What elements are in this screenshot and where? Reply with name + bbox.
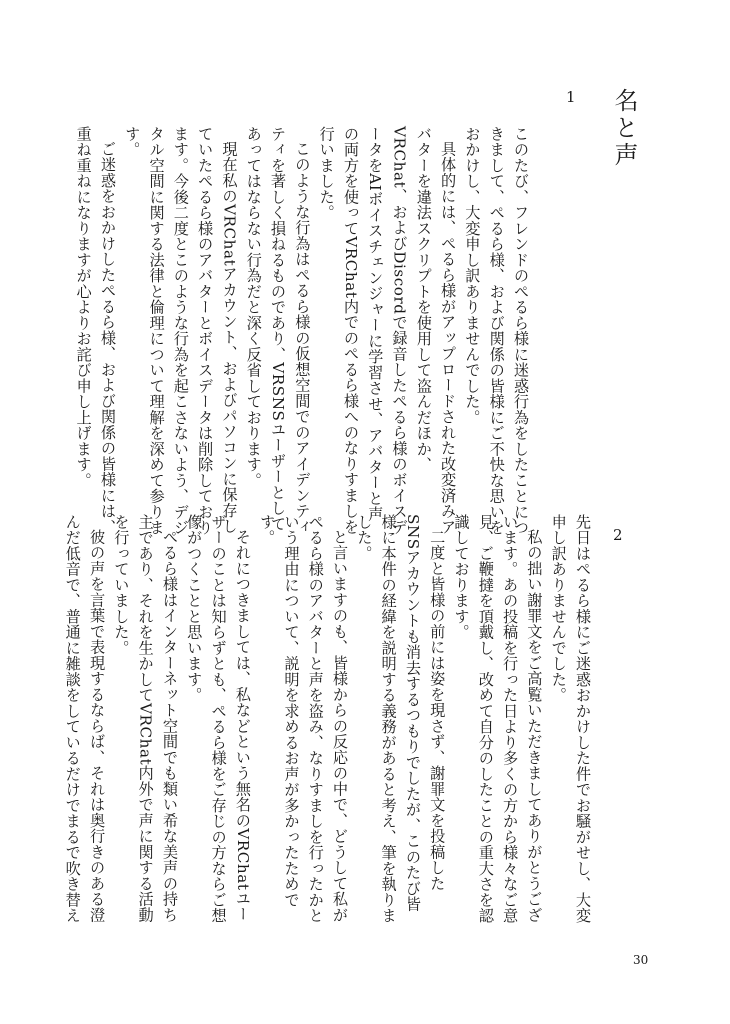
section-2-paragraph: 二度と皆様の前には姿を現さず、謝罪文を投稿したSNSアカウントも消去するつもりでしたが、このたび皆様に本件の経緯を説明する義務があると考え、筆を執りました。 xyxy=(355,514,447,924)
section-1-paragraph: このたび、フレンドのぺるら様に迷惑行為をしたことにつきまして、ぺるら様、および関係の皆様にご不快な思いをおかけし、大変申し訳ありませんでした。 xyxy=(463,126,530,536)
section-1-paragraph: 具体的には、ぺるら様がアップロードされた改変済みアバターを違法スクリプトを使用して盗んだほか、VRChat、およびDiscordで録音したぺるら様のボイスデータをAIボイスチェンジャーに学習させ、アバターと声の両方を使ってVRChat内でのぺるら様へのなりすましを行いました。 xyxy=(317,126,458,536)
section-1-paragraph: このような行為はぺるら様の仮想空間でのアイデンティティを著しく損ねるものであり、VRSNSユーザーとしてあってはならない行為だと深く反省しております。 xyxy=(244,126,312,535)
section-1-body xyxy=(74,126,533,536)
section-2-paragraph: 彼の声を言葉で表現するならば、それは奥行きのある澄んだ低音で、普通に雑談をしているだけでまるで吹き替え xyxy=(63,514,107,924)
section-2-paragraph: 私の拙い謝罪文をご高覧いただきましてありがとうございます。あの投稿を行った日より多くの方から様々なご意見、ご鞭撻を頂戴し、改めて自分のしたことの重大さを認識しております。 xyxy=(452,514,544,924)
section-2-paragraph: ぺるら様はインターネット空間でも類い希な美声の持ち主であり、それを生かしてVRChat内外で声に関する活動を行っていました。 xyxy=(112,514,179,923)
section-2-paragraph: と言いますのも、皆様からの反応の中で、どうして私がぺるら様のアバターと声を盗み、なりすましを行ったかという理由について、説明を求めるお声が多かったためです。 xyxy=(258,514,350,924)
section-1-paragraph: 現在私のVRChatアカウント、およびパソコンに保存していたぺるら様のアバターとボイスデータは削除しております。今後二度とこのような行為を起こさないよう、デジタル空間に関する法律と倫理について理解を深めて参ります。 xyxy=(123,126,239,536)
section-1-paragraph: ご迷惑をおかけしたぺるら様、および関係の皆様には、重ね重ねになりますが心よりお詫び申し上げます。 xyxy=(74,126,117,535)
section-number-1: 1 xyxy=(566,88,576,106)
page-number: 30 xyxy=(633,953,649,967)
section-2-body xyxy=(63,514,595,924)
section-number-2: 2 xyxy=(613,526,623,544)
chapter-title: 名と声 xyxy=(610,88,638,169)
section-2-paragraph: 先日はぺるら様にご迷惑おかけした件でお騒がせし、大変申し訳ありませんでした。 xyxy=(549,514,592,924)
section-2-paragraph: それにつきましては、私などという無名のVRChatユーザーのことは知らずとも、ぺるら様をご存じの方ならご想像がつくことと思います。 xyxy=(185,514,252,924)
